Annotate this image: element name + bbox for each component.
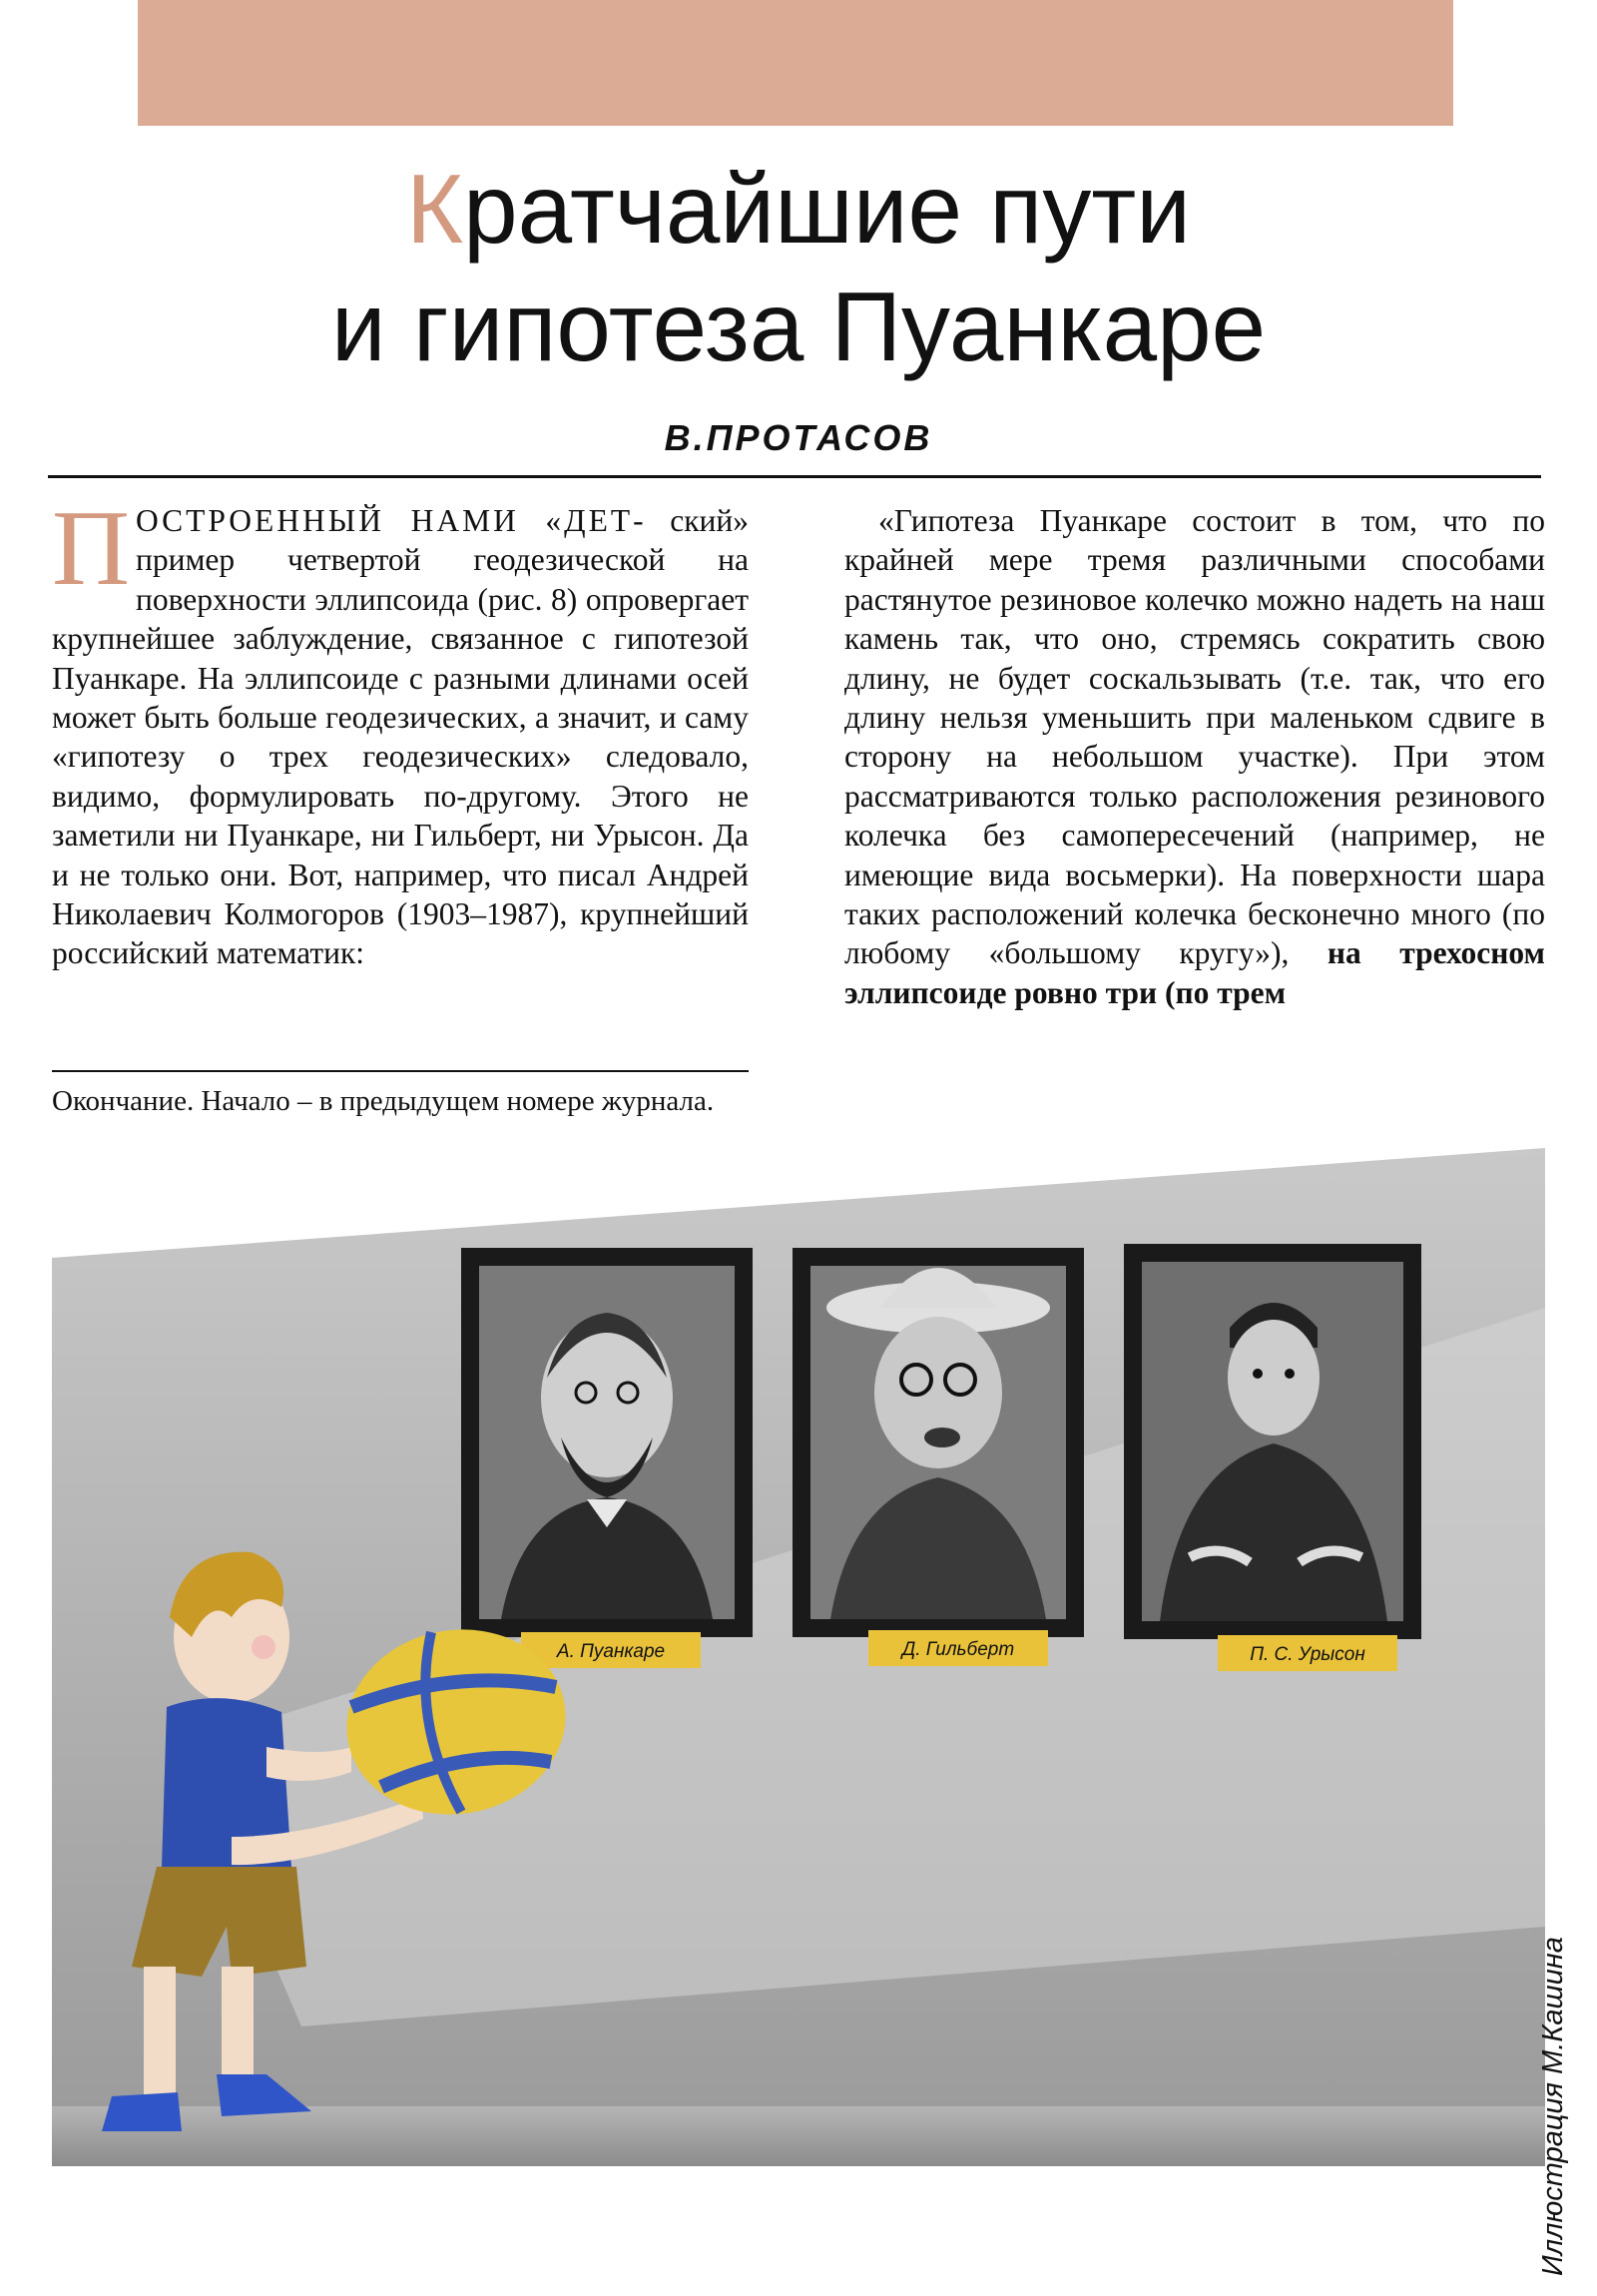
title-line1: ратчайшие пути [463,154,1191,264]
author-divider [48,475,1541,478]
illustration-svg [52,1148,1545,2256]
footnote-divider [52,1070,749,1072]
author-name: В.ПРОТАСОВ [664,417,933,458]
right-column [844,501,1545,1012]
portrait-hilbert [793,1248,1084,1637]
illustration-credit: Иллюстрация М.Кашина [1537,1937,1569,2276]
caps-intro: ОСТРОЕННЫЙ НАМИ «ДЕТ- [136,503,647,538]
title-line2: и гипотеза Пуанкаре [330,272,1267,381]
label-poincare [521,1632,701,1668]
footnote: Окончание. Начало – в предыдущем номере журнала. [52,1085,715,1117]
left-body-text: ский» пример четвертой геодезической на поверхности эллипсоида (рис. 8) опровергает крупнейшее заблуждение, связанное с гипотезой Пуанкаре. На эллипсоиде с разными длинами осей может быть больше геодезических, а значит, и саму «гипотезу о трех геодезических» следовало, видимо, формулировать по-другому. Этого не заметили ни Пуанкаре, ни Гильберт, ни Урысон. Да и не только они. Вот, например, что писал Андрей Николаевич Колмогоров (1903–1987), крупнейший российский математик: [52,503,749,971]
label-hilbert-text: Д. Гильберт [901,1639,1015,1660]
label-poincare-text: А. Пуанкаре [556,1641,666,1662]
left-column [52,489,749,973]
header-color-band [138,0,1453,126]
article-title [0,150,1597,385]
portrait-urysohn [1124,1244,1421,1639]
right-bold-text: на трехосном эллипсоиде ровно три (по трем [844,935,1545,1010]
title-first-letter: К [406,154,464,264]
illustration [52,1148,1545,2256]
label-hilbert [868,1630,1048,1666]
portrait-poincare [461,1248,753,1637]
floor [52,2106,1545,2166]
right-paragraph [844,501,1545,1012]
label-urysohn-text: П. С. Урысон [1250,1644,1365,1665]
label-urysohn [1218,1635,1397,1671]
left-paragraph [52,489,749,973]
drop-cap: П [52,489,130,608]
right-body-text: «Гипотеза Пуанкаре состоит в том, что по крайней мере тремя различными способами растянутое резиновое колечко можно надеть на наш камень так, что оно, стремясь сократить свою длину, не будет соскальзывать (т.е. так, что его длину нельзя уменьшить при маленьком сдвиге в сторону на небольшом участке). При этом рассматриваются только расположения резинового колечка без самопересечений (например, не имеющие вида восьмерки). На поверхности шара таких расположений колечка бесконечно много (по любому «большому кругу»), [844,503,1545,971]
